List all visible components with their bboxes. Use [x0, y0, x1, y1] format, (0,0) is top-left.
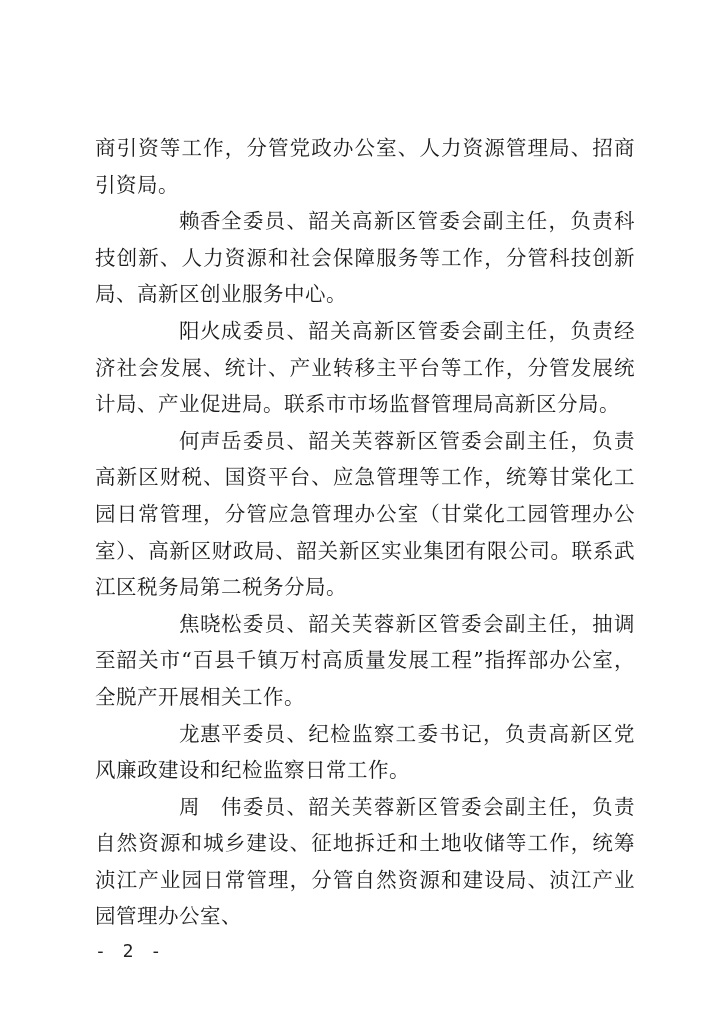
paragraph-text: 委员、韶关芙蓉新区管委会副主任，负责高新区财税、国资平台、应急管理等工作，统筹甘棠化工园日常管理，分管应急管理办公室（甘棠化工园管理办公室）、高新区财政局、韶关新区实业集团有限公司。联系武江区税务局第二税务分局。 [95, 428, 635, 600]
paragraph-member [95, 313, 635, 423]
page-number: - 2 - [95, 941, 165, 962]
paragraph-member [95, 423, 635, 606]
member-name: 焦晓松 [179, 611, 242, 636]
paragraph-member [95, 716, 635, 789]
paragraph-text: 委员、韶关高新区管委会副主任，负责科技创新、人力资源和社会保障服务等工作，分管科技创新局、高新区创业服务中心。 [95, 209, 635, 307]
paragraph-text: 委员、韶关芙蓉新区管委会副主任，负责自然资源和城乡建设、征地拆迁和土地收储等工作，统筹浈江产业园日常管理，分管自然资源和建设局、浈江产业园管理办公室、 [95, 794, 635, 929]
member-name: 赖香全 [179, 209, 242, 234]
member-name: 龙惠平 [179, 721, 242, 746]
paragraph-text: 委员、韶关高新区管委会副主任，负责经济社会发展、统计、产业转移主平台等工作，分管发展统计局、产业促进局。联系市市场监督管理局高新区分局。 [95, 318, 635, 417]
paragraph-text: 委员、纪检监察工委书记，负责高新区党风廉政建设和纪检监察日常工作。 [95, 721, 635, 783]
member-name: 周 伟 [179, 794, 242, 819]
paragraph-continuation [95, 130, 635, 203]
document-body [95, 130, 635, 935]
paragraph-member [95, 203, 635, 313]
member-name: 何声岳 [179, 428, 242, 453]
member-name: 阳火成 [179, 318, 242, 343]
paragraph-text: 委员、韶关芙蓉新区管委会副主任，抽调至韶关市“百县千镇万村高质量发展工程”指挥部办公室，全脱产开展相关工作。 [95, 611, 635, 709]
paragraph-member [95, 606, 635, 716]
paragraph-member [95, 789, 635, 935]
paragraph-text: 商引资等工作，分管党政办公室、人力资源管理局、招商引资局。 [95, 136, 635, 197]
